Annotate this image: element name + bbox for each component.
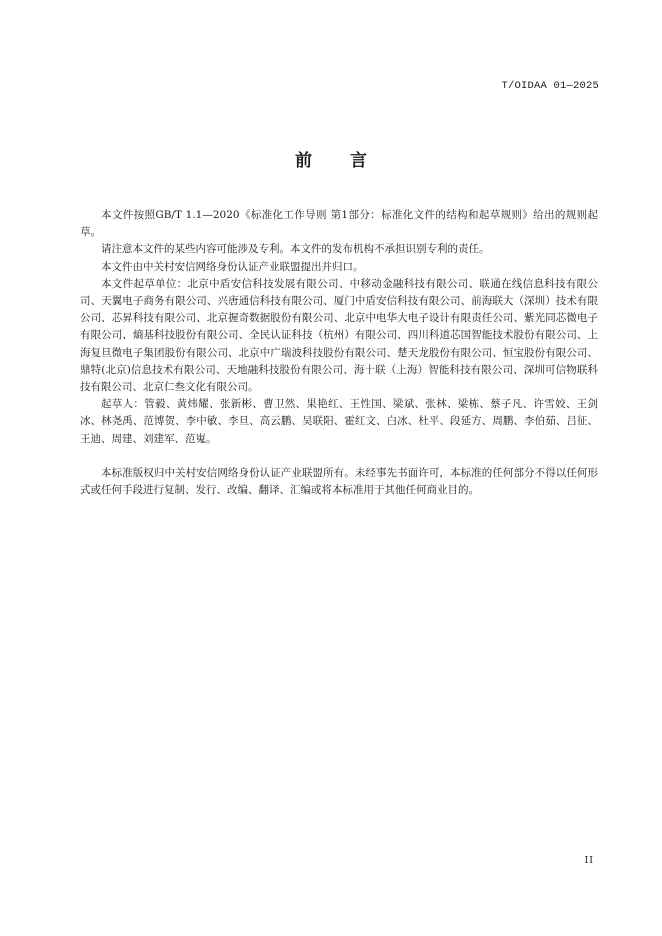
paragraph-drafters: 起草人：管毅、黄炜耀、张新彬、曹卫然、果艳红、王性国、梁斌、张林、梁栋、蔡子凡、许雪姣、王剑冰、林尧禹、范博贺、李中敏、李旦、高云鹏、吴联阳、霍红文、白冰、杜平、段延方、周鹏、李伯茹、吕征、王迪、周建、刘建军、范嵬。 [80,398,598,445]
paragraph-proposer: 本文件由中关村安信网络身份认证产业联盟提出并归口。 [101,260,364,273]
paragraph-patent-notice: 请注意本文件的某些内容可能涉及专利。本文件的发布机构不承担识别专利的责任。 [101,243,490,256]
page-title: 前 言 [295,151,383,171]
paragraph-drafting-units: 本文件起草单位：北京中盾安信科技发展有限公司、中移动金融科技有限公司、联通在线信息科技有限公司、天翼电子商务有限公司、兴唐通信科技有限公司、厦门中盾安信科技有限公司、前海联大（深圳）技术有限公司、芯昇科技有限公司、北京握奇数据股份有限公司、北京中电华大电子设计有限责任公司、紫光同芯微电子有限公司、熵基科技股份有限公司、全民认证科技（杭州）有限公司、四川科道芯国智能技术股份有限公司、上海复旦微电子集团股份有限公司、北京中广瑞波科技股份有限公司、楚天龙股份有限公司、恒宝股份有限公司、鼎特(北京)信息技术有限公司、天地融科技股份有限公司、海十联（上海）智能科技有限公司、深圳可信物联科技有限公司、北京仁叁文化有限公司。 [80,277,598,394]
foreword-body [80,207,598,499]
page-number: II [584,855,594,866]
paragraph-drafting-rules: 本文件按照GB/T 1.1—2020《标准化工作导则 第1部分：标准化文件的结构和起草规则》给出的规则起草。 [80,209,598,239]
document-id: T/OIDAA 01—2025 [501,80,599,92]
paragraph-copyright: 本标准版权归中关村安信网络身份认证产业联盟所有。未经事先书面许可，本标准的任何部分不得以任何形式或任何手段进行复制、发行、改编、翻译、汇编或将本标准用于其他任何商业目的。 [80,466,598,497]
